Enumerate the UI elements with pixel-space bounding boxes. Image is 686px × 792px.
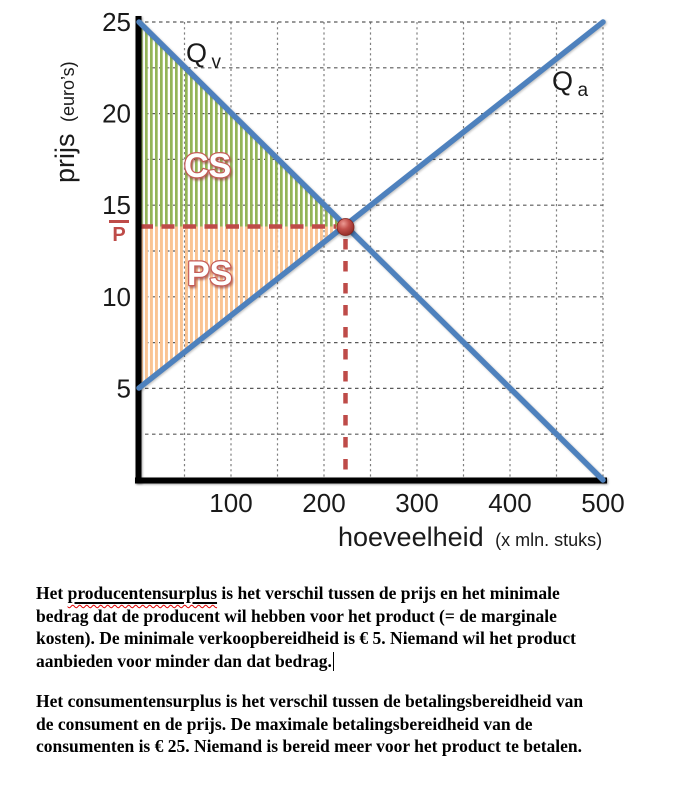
supply-curve-label-main: Q — [552, 66, 574, 96]
p1-line4: aanbieden voor minder dan dat bedrag. — [36, 650, 332, 671]
y-tick-label-10: 10 — [102, 281, 131, 312]
x-tick-label-100: 100 — [209, 488, 253, 518]
paragraph-consumer-surplus — [36, 690, 660, 758]
p2-line1: Het consumentensurplus is het verschil tussen de betalingsbereidheid van — [36, 691, 584, 711]
x-tick-label-400: 400 — [488, 488, 532, 518]
y-tick-label-20: 20 — [102, 98, 131, 129]
x-axis-title — [338, 522, 602, 552]
demand-curve-label-sub: v — [211, 52, 221, 73]
demand-curve-label — [186, 38, 221, 73]
equilibrium-point — [337, 219, 354, 236]
ps-area-label: PS — [187, 255, 233, 293]
p1-line2: bedrag dat de producent wil hebben voor het product (= de marginale — [36, 605, 557, 626]
y-axis-title — [50, 61, 80, 183]
x-tick-label-500: 500 — [581, 488, 625, 518]
demand-curve-label-main: Q — [186, 38, 208, 68]
paragraph-producer-surplus — [36, 582, 660, 672]
p1-line1-pre: Het — [36, 583, 68, 603]
x-axis-title-main: hoeveelheid — [338, 522, 484, 552]
price-level-label: P — [112, 224, 126, 246]
y-tick-label-5: 5 — [116, 373, 131, 404]
p2-line2: de consument en de prijs. De maximale betalingsbereidheid van de — [36, 713, 533, 734]
p1-underlined-word: producentensurplus — [67, 583, 218, 603]
text-cursor — [333, 652, 335, 671]
p1-line3: kosten). De minimale verkoopbereidheid is € 5. Niemand wil het product — [36, 628, 576, 648]
y-tick-label-15: 15 — [102, 190, 131, 221]
supply-curve-label — [552, 66, 588, 101]
cs-area-label: CS — [184, 147, 232, 185]
x-axis-title-unit: (x mln. stuks) — [495, 530, 603, 550]
y-tick-label-25: 25 — [102, 7, 131, 37]
y-axis-title-main: prijs — [50, 133, 80, 183]
p1-line1-post: is het verschil tussen de prijs en het minimale — [217, 583, 560, 603]
supply-curve-label-sub: a — [577, 80, 589, 101]
x-tick-label-300: 300 — [395, 488, 439, 518]
p2-line3: consumenten is € 25. Niemand is bereid meer voor het product te betalen. — [36, 736, 583, 756]
y-axis-title-unit: (euro’s) — [58, 61, 78, 123]
misspelling-underline — [68, 583, 217, 603]
x-tick-label-200: 200 — [302, 488, 346, 518]
